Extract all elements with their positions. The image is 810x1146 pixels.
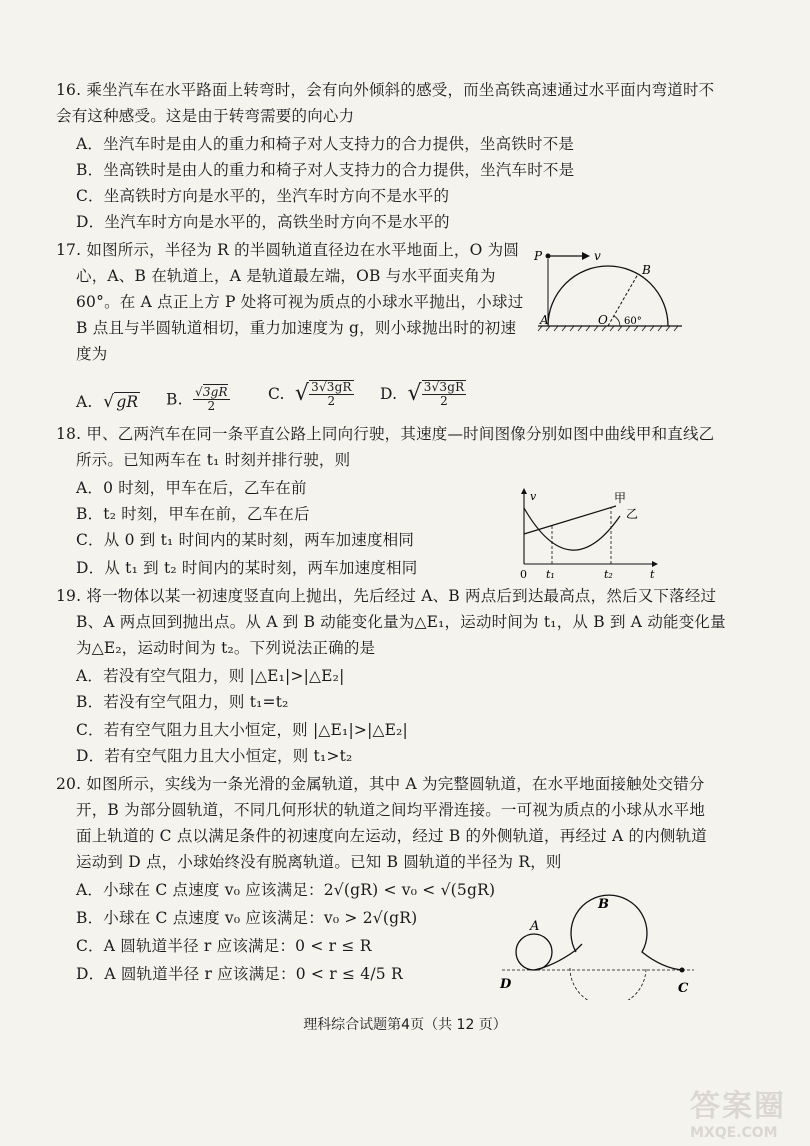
q18-label-t: t xyxy=(650,568,655,581)
page-footer: 理科综合试题第4页（共 12 页） xyxy=(303,1017,507,1033)
q17-label-a: A xyxy=(540,313,549,327)
q20-track-connector xyxy=(534,944,582,970)
q17-label-b: B xyxy=(642,263,651,277)
q16-option-a: A．坐汽车时是由人的重力和椅子对人支持力的合力提供，坐高铁时不是 xyxy=(76,135,575,153)
q16-stem-line2: 会有这种感受。这是由于转弯需要的向心力 xyxy=(56,107,355,125)
q20-stem-line3: 面上轨道的 C 点以满足条件的初速度向左运动，经过 B 的外侧轨道，再经过 A 的内侧轨道 xyxy=(76,827,708,845)
q20-label-b: B xyxy=(598,897,609,912)
q17-stem-line3: 60°。在 A 点正上方 P 处将可视为质点的小球水平抛出，小球过 xyxy=(76,293,524,311)
q17-stem-line4: B 点且与半圆轨道相切，重力加速度为 g，则小球抛出时的初速 xyxy=(76,319,517,337)
q17-ground-hatch xyxy=(538,326,678,331)
q20-label-c: C xyxy=(678,981,689,996)
q17-stem-line2: 心，A、B 在轨道上，A 是轨道最左端，OB 与水平面夹角为 xyxy=(76,267,496,285)
q20-label-a: A xyxy=(530,919,540,934)
q17-label-p: P xyxy=(534,249,543,263)
q18-figure xyxy=(512,488,662,584)
q18-option-b: B．t₂ 时刻，甲车在前，乙车在后 xyxy=(76,505,310,523)
q20-ball-c xyxy=(680,968,685,973)
q18-option-a: A．0 时刻，甲车在后，乙车在前 xyxy=(76,479,307,497)
q20-stem-line4: 运动到 D 点，小球始终没有脱离轨道。已知 B 圆轨道的半径为 R，则 xyxy=(76,853,562,871)
q18-line-yi xyxy=(524,506,616,534)
q17-option-b: B. $\frac{√3gR}{2}$ xyxy=(166,385,228,413)
q18-t-axis-arrow xyxy=(652,561,658,567)
q19-stem-line2: B、A 两点回到抛出点。从 A 到 B 动能变化量为△E₁，运动时间为 t₁，从 B 到 A 动能变化量 xyxy=(76,613,726,631)
q16-option-d: D．坐汽车时方向是水平的，高铁坐时方向不是水平的 xyxy=(76,213,450,231)
q19-option-c: C．若有空气阻力且大小恒定，则 |△E₁|>|△E₂| xyxy=(76,721,408,739)
q20-option-c: C．A 圆轨道半径 r 应该满足：0 < r ≤ R xyxy=(76,937,372,955)
q18-stem-line2: 所示。已知两车在 t₁ 时刻并排行驶，则 xyxy=(76,451,351,469)
q18-label-origin: 0 xyxy=(520,568,527,581)
q20-stem-line1: 20. 如图所示，实线为一条光滑的金属轨道，其中 A 为完整圆轨道，在水平地面接触处交错分 xyxy=(56,775,705,793)
q19-option-d: D．若有空气阻力且大小恒定，则 t₁>t₂ xyxy=(76,747,353,765)
q18-v-axis-arrow xyxy=(521,488,527,494)
watermark-url: MXQE.COM xyxy=(690,1125,778,1141)
q17-arrow-head xyxy=(582,252,590,260)
q18-label-yi: 乙 xyxy=(626,507,639,521)
q17-figure xyxy=(520,240,700,340)
q18-stem-line1: 18. 甲、乙两汽车在同一条平直公路上同向行驶，其速度—时间图像分别如图中曲线甲和直线乙 xyxy=(56,425,715,443)
q17-angle-arc xyxy=(614,316,620,326)
q18-option-d: D．从 t₁ 到 t₂ 时间内的某时刻，两车加速度相同 xyxy=(76,559,418,577)
q20-option-a: A．小球在 C 点速度 v₀ 应该满足：2√(gR) < v₀ < √(5gR) xyxy=(76,881,496,899)
q17-stem-line1: 17. 如图所示，半径为 R 的半圆轨道直径边在水平地面上，O 为圆 xyxy=(56,241,520,259)
q19-option-a: A．若没有空气阻力，则 |△E₁|>|△E₂| xyxy=(76,667,345,685)
q20-option-b: B．小球在 C 点速度 v₀ 应该满足：v₀ > 2√(gR) xyxy=(76,909,418,927)
q18-label-jia: 甲 xyxy=(614,491,627,505)
q17-stem-line5: 度为 xyxy=(76,345,108,363)
q16-stem-line1: 16. 乘坐汽车在水平路面上转弯时，会有向外倾斜的感受，而坐高铁高速通过水平面内弯道时不 xyxy=(56,81,715,99)
q19-stem-line3: 为△E₂，运动时间为 t₂。下列说法正确的是 xyxy=(76,639,376,657)
q16-option-c: C．坐高铁时方向是水平的，坐汽车时方向不是水平的 xyxy=(76,187,450,205)
q20-label-d: D xyxy=(500,977,512,992)
q18-label-t2: t₂ xyxy=(604,568,613,581)
watermark-logo xyxy=(690,1090,810,1146)
q17-option-c: C. √ $\frac{3√3gR}{2}$ xyxy=(268,380,352,408)
q18-label-v: v xyxy=(530,490,537,503)
q17-label-v: v xyxy=(594,249,601,263)
q19-option-b: B．若没有空气阻力，则 t₁=t₂ xyxy=(76,693,289,711)
q16-option-b: B．坐高铁时是由人的重力和椅子对人支持力的合力提供，坐汽车时不是 xyxy=(76,161,575,179)
q17-option-d: D. √ $\frac{3√3gR}{2}$ xyxy=(380,380,465,408)
q20-option-d: D．A 圆轨道半径 r 应该满足：0 < r ≤ 4/5 R xyxy=(76,965,403,983)
q20-track-circle-b xyxy=(571,895,682,970)
q17-ball-p xyxy=(546,254,551,259)
watermark-text: 答案圈 xyxy=(690,1089,786,1124)
q18-label-t1: t₁ xyxy=(546,568,555,581)
q20-stem-line2: 开，B 为部分圆轨道，不同几何形状的轨道之间均平滑连接。一可视为质点的小球从水平地 xyxy=(76,801,706,819)
q17-label-angle: 60° xyxy=(624,316,642,327)
q17-label-o: O xyxy=(598,313,608,327)
q19-stem-line1: 19. 将一物体以某一初速度竖直向上抛出，先后经过 A、B 两点后到达最高点，然后又下落经过 xyxy=(56,587,717,605)
q20-b-circle-dashed xyxy=(570,968,646,1000)
q20-figure xyxy=(494,894,704,1000)
q20-track-circle-a xyxy=(516,934,552,970)
q17-option-a: A. √ gR xyxy=(76,392,139,412)
q18-option-c: C．从 0 到 t₁ 时间内的某时刻，两车加速度相同 xyxy=(76,531,415,549)
